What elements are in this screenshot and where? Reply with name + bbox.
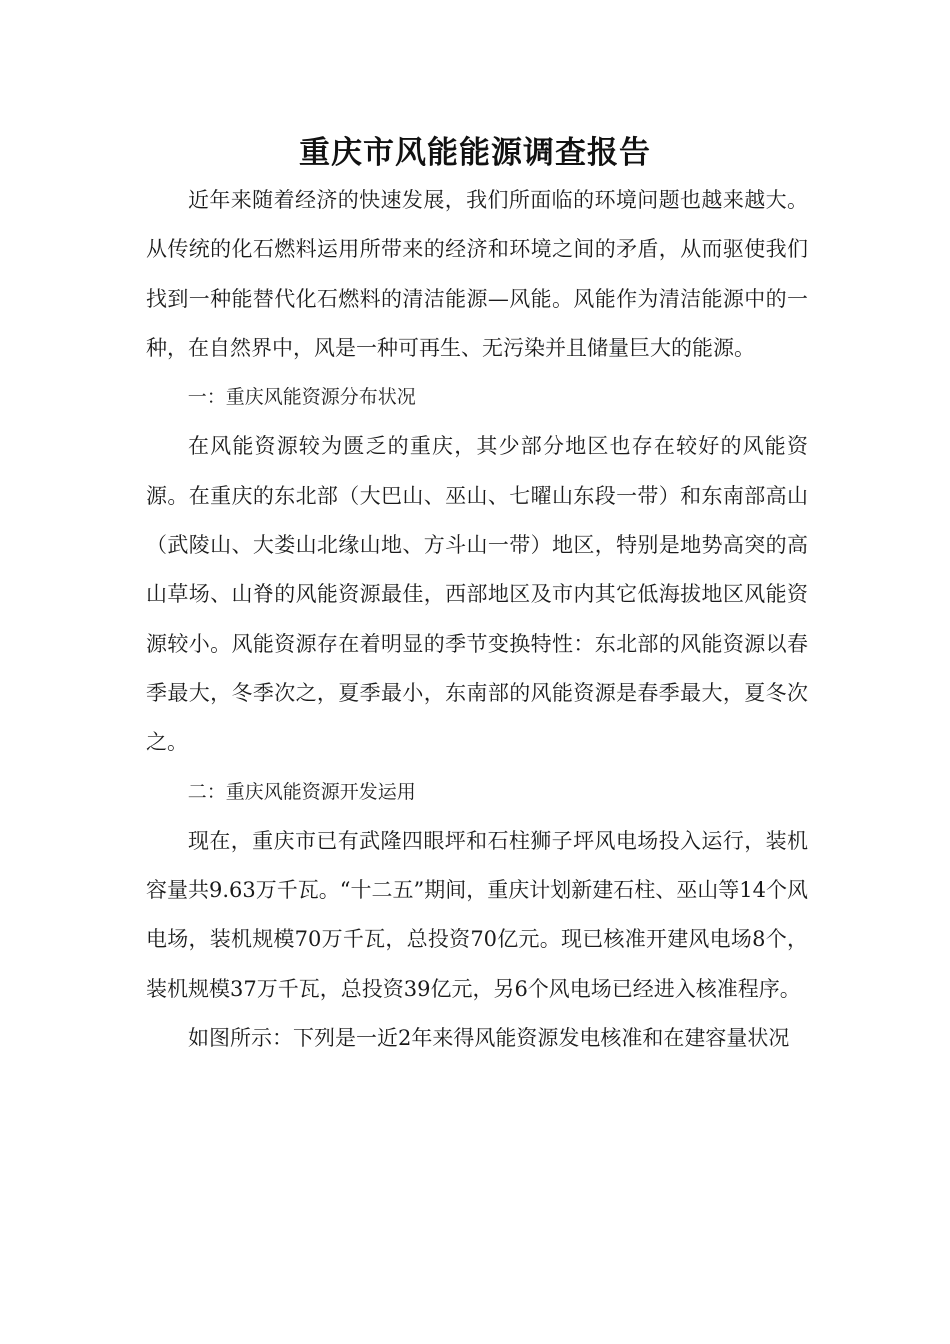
body-paragraph: 如图所示：下列是一近2年来得风能资源发电核准和在建容量状况 [188,1026,790,1051]
body-paragraph: 在风能资源较为匮乏的重庆，其少部分地区也存在较好的风能资源。在重庆的东北部（大巴山、巫山、七曜山东段一带）和东南部高山（武陵山、大娄山北缘山地、方斗山一带）地区，特别是地势高突的高山草场、山脊的风能资源最佳，西部地区及市内其它低海拔地区风能资源较小。风能资源存在着明显的季节变换特性：东北部的风能资源以春季最大，冬季次之，夏季最小，东南部的风能资源是春季最大，夏冬次之。 [146,434,808,755]
body-paragraph: 近年来随着经济的快速发展，我们所面临的环境问题也越来越大。从传统的化石燃料运用所带来的经济和环境之间的矛盾，从而驱使我们找到一种能替代化石燃料的清洁能源—风能。风能作为清洁能源中的一种，在自然界中，风是一种可再生、无污染并且储量巨大的能源。 [146,188,808,360]
section-heading: 二：重庆风能资源开发运用 [187,780,416,803]
document-body [146,176,808,1063]
document-title: 重庆市风能能源调查报告 [299,135,651,171]
section-heading: 一：重庆风能资源分布状况 [187,386,416,409]
body-paragraph: 现在，重庆市已有武隆四眼坪和石柱狮子坪风电场投入运行，装机容量共9.63万千瓦。“十二五”期间，重庆计划新建石柱、巫山等14个风电场，装机规模70万千瓦，总投资70亿元。现已核准开建风电场8个，装机规模37万千瓦，总投资39亿元，另6个风电场已经进入核准程序。 [146,828,808,1001]
